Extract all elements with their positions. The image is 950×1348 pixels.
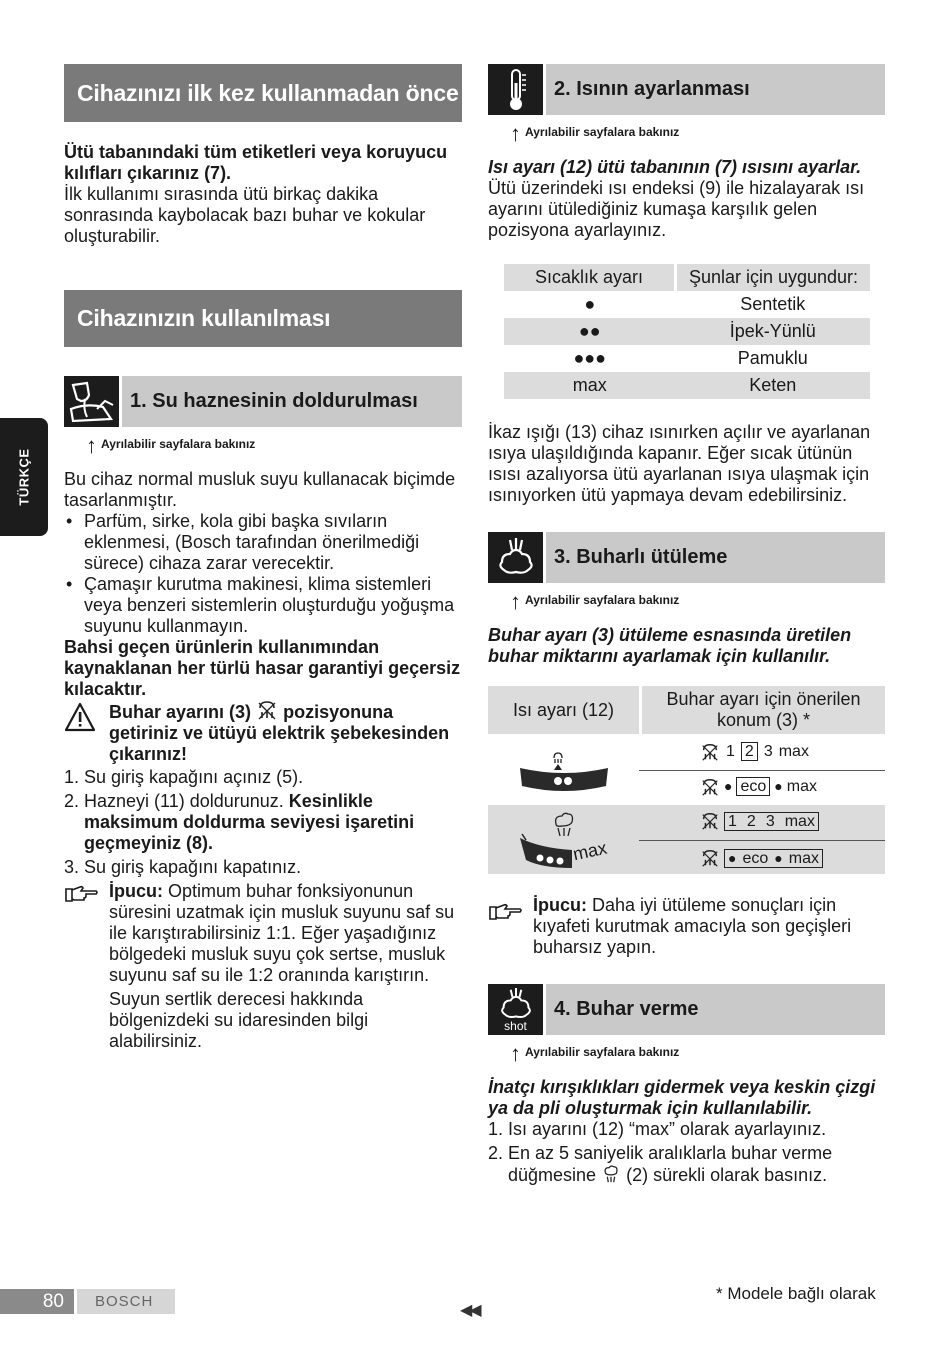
shot-lead: İnatçı kırışıklıkları gidermek veya keskin çizgi ya da pli oluşturmak için kullanılabilir. xyxy=(488,1077,876,1118)
warning-light-text: İkaz ışığı (13) cihaz ısınırken açılır ve ayarlanan ısıya ulaşıldığında kapanır. Eğer sıcak ütünün ısısı azalıyorsa ütü ayarlanan ısıya ulaşmak için ısınıyorken ütü yapmaya devam edebilirsiniz. xyxy=(488,422,871,505)
step-text: Hazneyi (11) doldurunuz. xyxy=(84,791,284,811)
filling-ref xyxy=(86,433,256,458)
setting-value: ● xyxy=(724,778,733,794)
warning-text-b: pozisyonuna xyxy=(283,702,394,722)
table-cell: Sentetik xyxy=(740,294,806,314)
heat-body xyxy=(488,157,888,241)
page-number: 80 xyxy=(42,1291,64,1312)
step-item xyxy=(488,1143,888,1186)
up-arrow-icon: ↑ xyxy=(510,1041,521,1066)
tip-block xyxy=(64,881,464,1052)
step-number: 1. xyxy=(488,1119,504,1139)
previous-page-icon[interactable]: ◀◀ xyxy=(460,1302,479,1319)
table-row xyxy=(504,318,870,345)
brand-badge xyxy=(77,1289,175,1314)
step-item xyxy=(64,857,464,878)
remove-labels-text: Ütü tabanındaki tüm etiketleri veya koruyucu kılıfları çıkarınız (7). xyxy=(64,142,448,183)
usage-header xyxy=(64,290,462,347)
heat-text: Ütü üzerindeki ısı endeksi (9) ile hizalayarak ısı ayarını ütülediğiniz kumaşa karşılık gelen pozisyona ayarlayınız. xyxy=(488,178,865,240)
shot-icon-label: shot xyxy=(504,1018,527,1033)
steam-setting-row-4 xyxy=(700,848,823,868)
up-arrow-icon: ↑ xyxy=(510,589,521,614)
filling-title: 1. Su haznesinin doldurulması xyxy=(122,376,462,427)
tip-text: Optimum buhar fonksiyonunun süresini uzatmak için musluk suyunu saf su ile karıştırabilirsiniz 1:1. Eğer yaşadığınız bölgedeki musluk suyu çok sertse, musluk suyunu saf su ile 1:2 oranında karıştırın. xyxy=(109,881,455,985)
up-arrow-icon: ↑ xyxy=(510,121,521,146)
warning-text-a: Buhar ayarını (3) xyxy=(109,702,252,722)
step-item xyxy=(64,767,464,788)
setting-value-selected: eco xyxy=(736,777,770,796)
table-cell: İpek-Yünlü xyxy=(676,318,871,345)
warning-block xyxy=(64,700,464,765)
water-fill-icon xyxy=(64,376,119,427)
table-cell: ● xyxy=(584,294,596,314)
bullet-text: Parfüm, sirke, kola gibi başka sıvıların eklenmesi, (Bosch tarafından önerilmediği sürece) cihaza zarar verecektir. xyxy=(84,511,420,573)
tip-label: İpucu: xyxy=(533,895,587,915)
bullet-text: Çamaşır kurutma makinesi, klima sistemleri veya benzeri sistemlerin oluşturduğu yoğuşma suyunu kullanmayın. xyxy=(84,574,455,636)
step-number: 2. xyxy=(488,1143,504,1163)
steam-button-icon xyxy=(601,1164,621,1184)
step-text: Isı ayarını (12) “max” olarak ayarlayınız. xyxy=(508,1119,827,1139)
step-number: 2. xyxy=(64,791,80,811)
steam-table xyxy=(488,686,885,874)
language-tab xyxy=(0,418,48,536)
steam-section-header xyxy=(488,532,885,583)
steam-setting-row-2 xyxy=(700,776,817,797)
steam-ref-text: Ayrılabilir sayfalara bakınız xyxy=(525,593,680,607)
setting-value: 1 xyxy=(726,743,735,760)
table-cell: ●● xyxy=(504,318,676,345)
setting-range-selected xyxy=(724,849,823,868)
no-steam-icon xyxy=(700,777,720,797)
thermometer-icon xyxy=(488,64,543,115)
up-arrow-icon: ↑ xyxy=(86,433,97,458)
warning-icon xyxy=(64,702,96,732)
filling-section-header xyxy=(64,376,462,427)
shot-ref xyxy=(510,1041,680,1066)
setting-value: ● xyxy=(774,778,783,794)
no-steam-icon xyxy=(700,811,720,831)
tip-text: Daha iyi ütüleme sonuçları için kıyafeti kurutmak amacıyla son geçişleri buharsız yapın. xyxy=(533,895,852,957)
no-steam-icon xyxy=(256,700,278,720)
setting-value: 3 xyxy=(765,812,775,830)
step-text: Su giriş kapağını kapatınız. xyxy=(84,857,302,877)
shot-ref-text: Ayrılabilir sayfalara bakınız xyxy=(525,1045,680,1059)
table-cell: Keten xyxy=(676,372,871,399)
shot-title: 4. Buhar verme xyxy=(546,984,885,1035)
divider xyxy=(639,770,885,771)
table-row xyxy=(504,372,870,399)
filling-body xyxy=(64,469,464,1052)
setting-value: ● xyxy=(728,849,737,866)
table-header-row xyxy=(504,264,870,291)
step-text: Su giriş kapağını açınız (5). xyxy=(84,767,304,787)
step-item xyxy=(64,791,464,854)
pointing-hand-icon xyxy=(488,901,524,921)
bullet-mark: • xyxy=(66,511,73,531)
setting-value: ● xyxy=(774,849,783,866)
steam-table-header-1: Isı ayarı (12) xyxy=(488,686,639,734)
shot-section-header xyxy=(488,984,885,1035)
no-steam-icon xyxy=(700,742,720,762)
first-use-note: İlk kullanımı sırasında ütü birkaç dakika sonrasında kaybolacak bazı buhar ve kokular oluşturabilir. xyxy=(64,184,426,246)
before-first-use-body xyxy=(64,142,464,247)
heat-ref xyxy=(510,121,680,146)
no-steam-icon xyxy=(700,848,720,868)
steam-setting-row-1 xyxy=(700,741,809,762)
tip-text-2: Suyun sertlik derecesi hakkında bölgenizdeki su idaresinden bilgi alabilirsiniz. xyxy=(109,989,369,1051)
step-text: En az 5 saniyelik aralıklarla buhar verme düğmesine xyxy=(508,1143,833,1185)
table-cell: Pamuklu xyxy=(737,348,808,368)
steam-title: 3. Buharlı ütüleme xyxy=(546,532,885,583)
steam-table-header-2: Buhar ayarı için önerilen konum (3) * xyxy=(642,686,885,734)
shot-body xyxy=(488,1077,888,1186)
setting-value: max xyxy=(786,778,817,795)
setting-value: 2 xyxy=(746,812,756,830)
pointing-hand-icon xyxy=(64,883,100,903)
heat-dial-icon xyxy=(518,748,610,794)
tip-label: İpucu: xyxy=(109,881,163,901)
setting-value: eco xyxy=(742,849,769,867)
page-number-badge xyxy=(0,1289,74,1314)
setting-value: max xyxy=(778,743,809,760)
before-first-use-header xyxy=(64,64,462,122)
brand-name: BOSCH xyxy=(95,1293,154,1310)
language-label: TÜRKÇE xyxy=(16,448,32,506)
setting-value-selected: 2 xyxy=(741,742,758,761)
temperature-table xyxy=(504,264,870,399)
warning-text-c: getiriniz ve ütüyü elektrik şebekesinden çıkarınız! xyxy=(109,723,450,764)
steam-setting-row-3 xyxy=(700,811,819,831)
steam-tip-block xyxy=(488,895,888,958)
table-row xyxy=(504,345,870,372)
usage-title: Cihazınızın kullanılması xyxy=(77,305,331,331)
table-header-cell: Şunlar için uygundur: xyxy=(676,264,871,291)
footnote: * Modele bağlı olarak xyxy=(716,1284,876,1303)
setting-value: 1 xyxy=(728,812,737,830)
step-number: 3. xyxy=(64,857,80,877)
table-header-cell: Sıcaklık ayarı xyxy=(504,264,676,291)
step-item xyxy=(488,1119,888,1140)
setting-value: max xyxy=(784,812,815,830)
step-number: 1. xyxy=(64,767,80,787)
heat-title: 2. Isının ayarlanması xyxy=(546,64,885,115)
before-first-use-title: Cihazınızı ilk kez kullanmadan önce xyxy=(77,79,459,106)
table-row xyxy=(504,291,870,318)
warranty-text: Bahsi geçen ürünlerin kullanımından kaynaklanan her türlü hasar garantiyi geçersiz kılacaktır. xyxy=(64,637,461,699)
step-bold-text: Kesinlikle maksimum doldurma seviyesi işaretini geçmeyiniz (8). xyxy=(84,791,415,853)
step-text: (2) sürekli olarak basınız. xyxy=(626,1165,828,1185)
dial-max-label: max xyxy=(571,837,609,865)
table-cell: max xyxy=(504,372,676,399)
setting-value: 3 xyxy=(763,743,773,760)
divider xyxy=(639,840,885,841)
steam-lead: Buhar ayarı (3) ütüleme esnasında üretilen buhar miktarını ayarlamak için kullanılır. xyxy=(488,625,852,666)
steam-icon xyxy=(488,532,543,583)
steam-shot-icon xyxy=(488,984,543,1035)
bullet-item xyxy=(64,574,464,637)
filling-intro: Bu cihaz normal musluk suyu kullanacak biçimde tasarlanmıştır. xyxy=(64,469,456,510)
heat-section-header xyxy=(488,64,885,115)
bullet-item xyxy=(64,511,464,574)
setting-range-selected xyxy=(724,812,819,831)
filling-ref-text: Ayrılabilir sayfalara bakınız xyxy=(101,437,256,451)
bullet-mark: • xyxy=(66,574,73,594)
heat-lead: Isı ayarı (12) ütü tabanının (7) ısısını ayarlar. xyxy=(488,157,862,177)
setting-value: max xyxy=(788,849,819,867)
steam-ref xyxy=(510,589,680,614)
table-cell: ●●● xyxy=(573,348,607,368)
heat-ref-text: Ayrılabilir sayfalara bakınız xyxy=(525,125,680,139)
